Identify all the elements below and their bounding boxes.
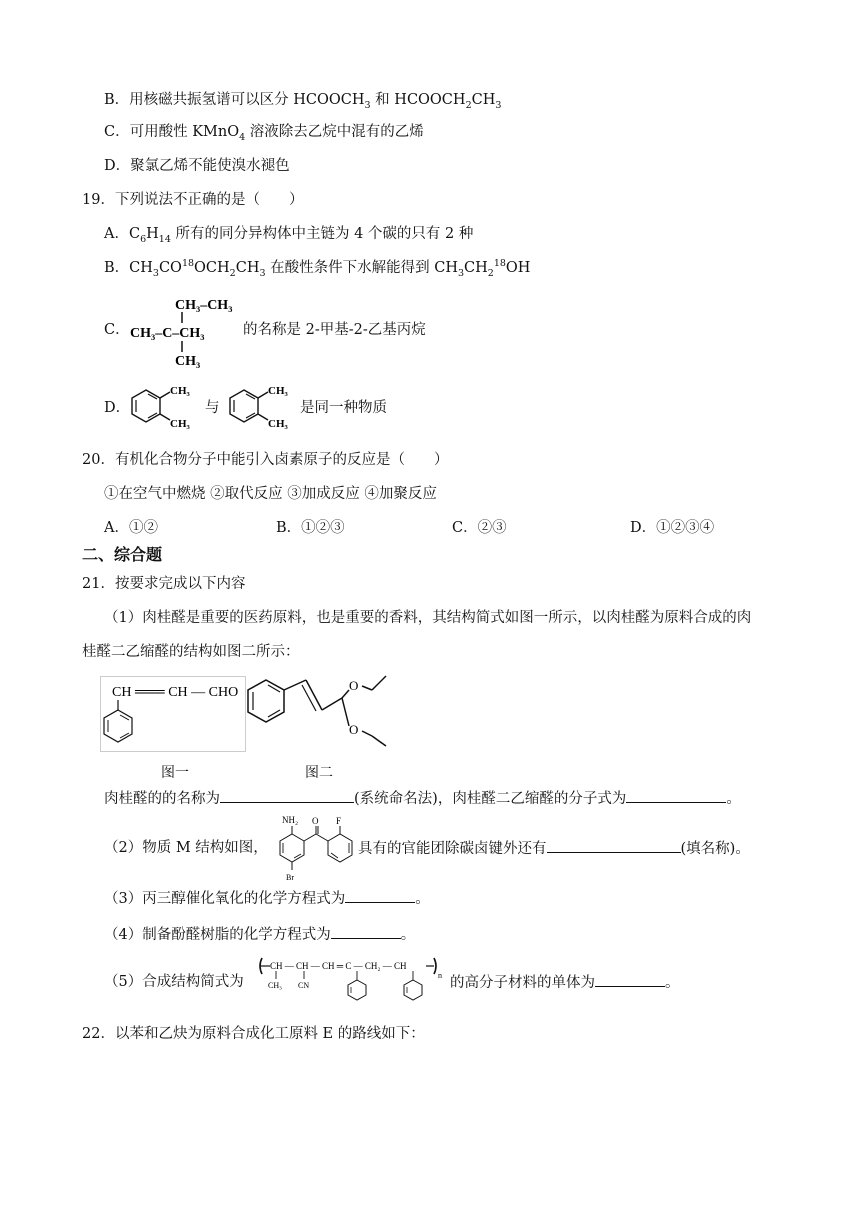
q20-option-d: D．①②③④ <box>630 520 715 536</box>
q21-part2-a: （2）物质 M 结构如图， <box>104 840 268 856</box>
svg-text:O: O <box>349 722 359 737</box>
q19-option-b: B．$CH_3CO^{18}OCH_2CH_3$ 在酸性条件下水解能得到 $CH_3CH_2^{18}OH$ <box>104 258 531 279</box>
figure2-caption: 图二 <box>305 765 333 781</box>
ortho-xylene-structure-2 <box>226 382 296 434</box>
q19-stem: 19．下列说法不正确的是（ ） <box>82 192 304 208</box>
q21-part5-b: 的高分子材料的单体为 。 <box>450 972 680 993</box>
svg-text:CH₃: CH₃ <box>175 354 201 369</box>
svg-text:CH₃: CH₃ <box>170 418 190 430</box>
svg-text:CH ═══ CH — CHO: CH ═══ CH — CHO <box>112 685 239 700</box>
q21-part3: （3）丙三醇催化氧化的化学方程式为 。 <box>104 888 430 909</box>
answer-blank-6[interactable] <box>595 972 665 987</box>
q19-option-d-label: D． <box>104 400 131 416</box>
ortho-xylene-structure-1 <box>128 382 198 434</box>
cinnamaldehyde-diethyl-acetal-figure <box>244 668 394 752</box>
q22-stem: 22．以苯和乙炔为原料合成化工原料 E 的路线如下： <box>82 1026 425 1042</box>
svg-text:CH₃: CH₃ <box>268 981 282 990</box>
svg-text:CH₃: CH₃ <box>268 418 288 430</box>
q18-option-d: D．聚氯乙烯不能使溴水褪色 <box>104 158 290 174</box>
answer-blank-1[interactable] <box>220 788 354 803</box>
q18-option-b: B．用核磁共振氢谱可以区分 $HCOOCH_3$ 和 $HCOOCH_2CH_3$ <box>104 92 502 111</box>
q20-option-a: A．①② <box>104 520 158 536</box>
svg-text:CH₃: CH₃ <box>268 385 288 397</box>
figure1-caption: 图一 <box>161 765 189 781</box>
q21-part1-line1: （1）肉桂醛是重要的医药原料，也是重要的香料，其结构简式如图一所示，以肉桂醛为原料合成的肉 <box>104 610 752 626</box>
q21-stem: 21．按要求完成以下内容 <box>82 576 246 592</box>
svg-text:Br: Br <box>286 873 294 882</box>
q19-option-c-text: 的名称是 2-甲基-2-乙基丙烷 <box>243 322 426 338</box>
q20-items: ①在空气中燃烧 ②取代反应 ③加成反应 ④加聚反应 <box>104 486 437 502</box>
q20-option-b: B．①②③ <box>276 520 345 536</box>
q21-part4: （4）制备酚醛树脂的化学方程式为 。 <box>104 924 415 945</box>
svg-text:O: O <box>349 678 359 693</box>
svg-text:CH₃–C–CH₃: CH₃–C–CH₃ <box>130 326 205 341</box>
answer-blank-5[interactable] <box>331 924 401 939</box>
q21-part2-b: 具有的官能团除碳卤键外还有 (填名称)。 <box>358 838 750 859</box>
svg-text:O: O <box>312 816 319 826</box>
section-heading: 二、综合题 <box>82 545 163 564</box>
answer-blank-2[interactable] <box>626 788 726 803</box>
q21-part1-line2: 桂醛二乙缩醛的结构如图二所示： <box>82 644 300 660</box>
svg-text:CH₃–CH₃: CH₃–CH₃ <box>175 298 233 313</box>
svg-text:CH — CH — CH ═ C — CH₂ — CH: CH — CH — CH ═ C — CH₂ — CH <box>270 961 407 971</box>
compound-m-structure <box>266 812 362 884</box>
polymer-structure <box>254 954 450 1010</box>
q19-option-c-label: C． <box>104 322 130 338</box>
svg-text:NH₂: NH₂ <box>282 815 299 825</box>
structure-2-methyl-2-ethylpropane <box>130 292 240 372</box>
svg-text:CH₃: CH₃ <box>170 385 190 397</box>
q18-option-c: C．可用酸性 KMnO$_4$ 溶液除去乙烷中混有的乙烯 <box>104 124 424 143</box>
svg-text:F: F <box>336 816 342 826</box>
q21-part5-a: （5）合成结构简式为 <box>104 974 244 990</box>
q19-option-a: A．$C_6H_{14}$ 所有的同分异构体中主链为 4 个碳的只有 2 种 <box>104 226 474 245</box>
q20-option-c: C．②③ <box>452 520 507 536</box>
svg-text:CN: CN <box>298 981 310 990</box>
q21-part1-question: 肉桂醛的的名称为 (系统命名法)，肉桂醛二乙缩醛的分子式为 。 <box>104 788 741 809</box>
q19-option-d-text: 是同一种物质 <box>300 400 387 416</box>
q19-option-d-mid: 与 <box>205 400 220 416</box>
svg-text:n: n <box>438 971 442 980</box>
q20-stem: 20．有机化合物分子中能引入卤素原子的反应是（ ） <box>82 452 449 468</box>
answer-blank-3[interactable] <box>547 838 681 853</box>
answer-blank-4[interactable] <box>345 888 415 903</box>
cinnamaldehyde-figure <box>100 676 246 752</box>
